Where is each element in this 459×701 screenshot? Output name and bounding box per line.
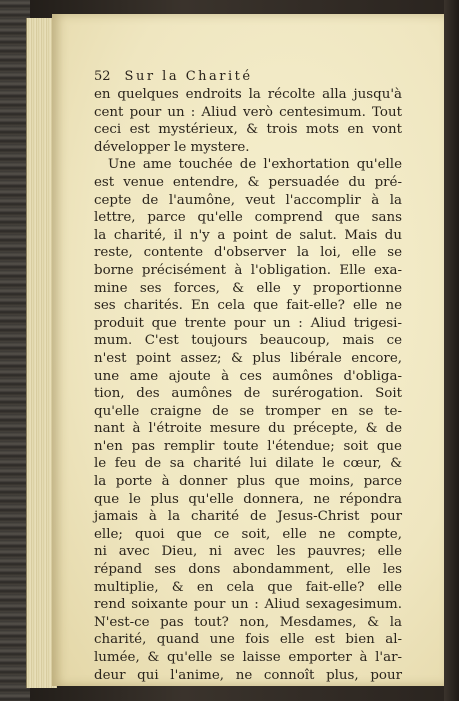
text-line: est venue entendre, & persuadée du pré- <box>94 174 402 190</box>
page-number: 52 <box>94 69 111 84</box>
text-line: jamais à la charité de Jesus-Christ pour <box>94 509 402 525</box>
text-line: cent pour un : Aliud verò centesimum. Tout <box>94 104 402 120</box>
text-line: multiplie, & en cela que fait-elle? elle <box>94 579 402 595</box>
text-line: nant à l'étroite mesure du précepte, & de <box>94 421 402 437</box>
text-line: rend soixante pour un : Aliud sexagesimum. <box>94 597 402 613</box>
text-lines <box>94 86 402 684</box>
page-right-shadow <box>444 0 459 701</box>
text-line: ceci est mystérieux, & trois mots en vont <box>94 122 402 138</box>
text-line: Une ame touchée de l'exhortation qu'elle <box>108 157 402 173</box>
text-line: mum. C'est toujours beaucoup, mais ce <box>94 333 402 349</box>
text-line: borne précisément à l'obligation. Elle exa- <box>94 262 402 278</box>
text-line: charité, quand une fois elle est bien al- <box>94 632 402 648</box>
text-line: une ame ajoute à ces aumônes d'obliga- <box>94 368 402 384</box>
text-line: reste, contente d'observer la loi, elle se <box>94 245 402 261</box>
text-line: que le plus qu'elle donnera, ne répondra <box>94 491 402 507</box>
text-line: n'est point assez; & plus libérale encore, <box>94 350 402 366</box>
text-line: deur qui l'anime, ne connoît plus, pour <box>94 667 402 683</box>
page-header <box>94 68 402 86</box>
text-line: elle; quoi que ce soit, elle ne compte, <box>94 526 402 542</box>
text-line: développer le mystere. <box>94 139 250 155</box>
text-line: ni avec Dieu, ni avec les pauvres; elle <box>94 544 402 560</box>
text-line: lettre, parce qu'elle comprend que sans <box>94 210 402 226</box>
text-line: produit que trente pour un : Aliud trigesi- <box>94 315 402 331</box>
text-line: répand ses dons abondamment, elle les <box>94 562 402 578</box>
text-line: lumée, & qu'elle se laisse emporter à l'ar- <box>94 650 402 665</box>
text-line: qu'elle craigne de se tromper en se te- <box>94 403 402 419</box>
text-line: n'en pas remplir toute l'étendue; soit que <box>94 438 402 454</box>
text-line: en quelques endroits la récolte alla jusqu'à <box>94 87 402 102</box>
text-line: le feu de sa charité lui dilate le cœur, & <box>94 456 402 472</box>
text-line: N'est-ce pas tout? non, Mesdames, & la <box>94 614 402 630</box>
text-line: la charité, il n'y a point de salut. Mais du <box>94 227 402 243</box>
text-line: la porte à donner plus que moins, parce <box>94 474 402 490</box>
text-line: ses charités. En cela que fait-elle? elle ne <box>94 298 402 314</box>
text-line: mine ses forces, & elle y proportionne <box>94 280 402 296</box>
text-line: tion, des aumônes de surérogation. Soit <box>94 386 402 402</box>
page-text <box>94 68 402 684</box>
text-line: cepte de l'aumône, veut l'accomplir à la <box>94 192 402 208</box>
running-title: Sur la Charité <box>124 69 253 84</box>
